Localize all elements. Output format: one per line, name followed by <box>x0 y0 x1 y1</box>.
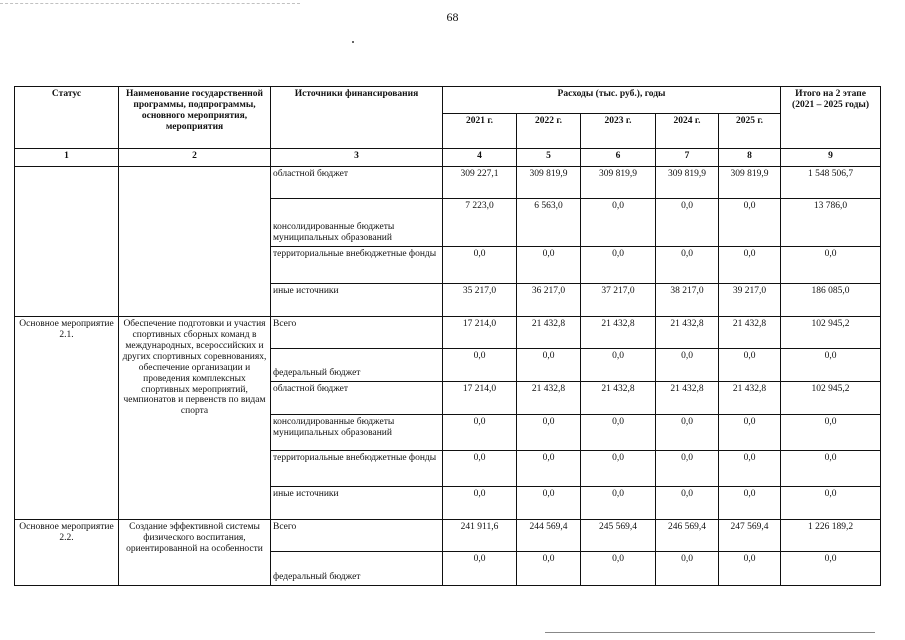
scan-artifact-top <box>0 0 300 4</box>
value-cell: 0,0 <box>443 247 517 284</box>
source-label: территориальные внебюджетные фонды <box>271 247 443 284</box>
header-name: Наименование государственной программы, подпрограммы, основного мероприятия, мероприятия <box>119 87 271 149</box>
value-cell: 13 786,0 <box>781 199 881 247</box>
value-cell: 0,0 <box>656 415 719 451</box>
header-total-line2: (2021 – 2025 годы) <box>792 99 870 110</box>
value-cell: 17 214,0 <box>443 317 517 349</box>
value-cell: 0,0 <box>656 487 719 520</box>
column-number: 2 <box>119 149 271 167</box>
value-cell: 0,0 <box>719 247 781 284</box>
source-label: консолидированные бюджеты муниципальных образований <box>271 415 443 451</box>
value-cell: 0,0 <box>656 199 719 247</box>
value-cell: 0,0 <box>719 552 781 586</box>
value-cell: 0,0 <box>581 247 656 284</box>
column-number-row <box>15 149 881 167</box>
value-cell: 309 819,9 <box>656 167 719 199</box>
source-label: консолидированные бюджеты муниципальных образований <box>271 199 443 247</box>
value-cell: 21 432,8 <box>719 382 781 415</box>
value-cell: 7 223,0 <box>443 199 517 247</box>
value-cell: 0,0 <box>443 552 517 586</box>
header-status: Статус <box>15 87 119 149</box>
source-label: иные источники <box>271 487 443 520</box>
value-cell: 0,0 <box>581 552 656 586</box>
value-cell: 1 226 189,2 <box>781 520 881 552</box>
header-total-line1: Итого на 2 этапе <box>795 89 866 99</box>
value-cell: 0,0 <box>517 552 581 586</box>
scan-dot <box>352 41 354 43</box>
value-cell: 0,0 <box>719 199 781 247</box>
activity-name: Обеспечение подготовки и участия спортивных сборных команд в международных, всероссийских и других спортивных соревнованиях, обеспечение организации и проведения комплексных спортивных мероприятий, чемпионатов и первенств по видам спорта <box>119 317 271 520</box>
value-cell: 102 945,2 <box>781 317 881 349</box>
value-cell: 21 432,8 <box>656 317 719 349</box>
header-year: 2021 г. <box>443 114 517 149</box>
source-label: областной бюджет <box>271 382 443 415</box>
value-cell: 35 217,0 <box>443 284 517 317</box>
value-cell: 0,0 <box>443 451 517 487</box>
value-cell: 6 563,0 <box>517 199 581 247</box>
value-cell: 0,0 <box>656 451 719 487</box>
column-number: 5 <box>517 149 581 167</box>
source-label: иные источники <box>271 284 443 317</box>
value-cell: 309 819,9 <box>517 167 581 199</box>
value-cell: 0,0 <box>581 415 656 451</box>
value-cell: 0,0 <box>781 349 881 382</box>
value-cell: 309 819,9 <box>719 167 781 199</box>
value-cell: 0,0 <box>719 451 781 487</box>
column-number: 3 <box>271 149 443 167</box>
value-cell: 0,0 <box>443 349 517 382</box>
table-row <box>15 317 881 349</box>
table-row <box>15 167 881 199</box>
value-cell: 0,0 <box>443 415 517 451</box>
value-cell: 0,0 <box>581 199 656 247</box>
scan-artifact-bottom <box>545 632 875 633</box>
value-cell: 0,0 <box>443 487 517 520</box>
header-expenses: Расходы (тыс. руб.), годы <box>443 87 781 114</box>
value-cell: 0,0 <box>781 552 881 586</box>
value-cell: 0,0 <box>656 247 719 284</box>
value-cell: 0,0 <box>719 415 781 451</box>
value-cell: 21 432,8 <box>517 382 581 415</box>
header-total <box>781 87 881 149</box>
value-cell: 0,0 <box>581 451 656 487</box>
page-number: 68 <box>446 10 459 24</box>
value-cell: 186 085,0 <box>781 284 881 317</box>
value-cell: 0,0 <box>656 552 719 586</box>
value-cell: 0,0 <box>719 487 781 520</box>
header-sources: Источники финансирования <box>271 87 443 149</box>
value-cell: 244 569,4 <box>517 520 581 552</box>
value-cell: 247 569,4 <box>719 520 781 552</box>
source-label: территориальные внебюджетные фонды <box>271 451 443 487</box>
column-number: 8 <box>719 149 781 167</box>
value-cell: 0,0 <box>517 349 581 382</box>
column-number: 6 <box>581 149 656 167</box>
header-year: 2025 г. <box>719 114 781 149</box>
activity-status: Основное мероприятие 2.1. <box>15 317 119 520</box>
value-cell: 245 569,4 <box>581 520 656 552</box>
source-label: областной бюджет <box>271 167 443 199</box>
value-cell: 241 911,6 <box>443 520 517 552</box>
value-cell: 17 214,0 <box>443 382 517 415</box>
value-cell: 0,0 <box>517 451 581 487</box>
source-label: Всего <box>271 317 443 349</box>
source-label: Всего <box>271 520 443 552</box>
value-cell: 21 432,8 <box>581 317 656 349</box>
value-cell: 0,0 <box>781 247 881 284</box>
value-cell: 21 432,8 <box>581 382 656 415</box>
value-cell: 0,0 <box>581 349 656 382</box>
column-number: 4 <box>443 149 517 167</box>
value-cell: 102 945,2 <box>781 382 881 415</box>
value-cell: 309 227,1 <box>443 167 517 199</box>
source-label: федеральный бюджет <box>271 552 443 586</box>
activity-status: Основное мероприятие 2.2. <box>15 520 119 586</box>
value-cell: 0,0 <box>781 415 881 451</box>
value-cell: 0,0 <box>517 487 581 520</box>
empty-name-cell <box>119 167 271 317</box>
header-year: 2022 г. <box>517 114 581 149</box>
column-number: 9 <box>781 149 881 167</box>
value-cell: 0,0 <box>517 247 581 284</box>
table-row <box>15 520 881 552</box>
value-cell: 0,0 <box>781 487 881 520</box>
column-number: 7 <box>656 149 719 167</box>
value-cell: 0,0 <box>581 487 656 520</box>
value-cell: 0,0 <box>781 451 881 487</box>
source-label: федеральный бюджет <box>271 349 443 382</box>
budget-table <box>14 86 881 586</box>
value-cell: 0,0 <box>656 349 719 382</box>
activity-name: Создание эффективной системы физического воспитания, ориентированной на особенности <box>119 520 271 586</box>
value-cell: 21 432,8 <box>656 382 719 415</box>
value-cell: 309 819,9 <box>581 167 656 199</box>
value-cell: 37 217,0 <box>581 284 656 317</box>
column-number: 1 <box>15 149 119 167</box>
header-year: 2023 г. <box>581 114 656 149</box>
value-cell: 36 217,0 <box>517 284 581 317</box>
value-cell: 38 217,0 <box>656 284 719 317</box>
value-cell: 0,0 <box>517 415 581 451</box>
empty-status-cell <box>15 167 119 317</box>
value-cell: 1 548 506,7 <box>781 167 881 199</box>
value-cell: 0,0 <box>719 349 781 382</box>
value-cell: 21 432,8 <box>719 317 781 349</box>
value-cell: 21 432,8 <box>517 317 581 349</box>
header-year: 2024 г. <box>656 114 719 149</box>
value-cell: 246 569,4 <box>656 520 719 552</box>
value-cell: 39 217,0 <box>719 284 781 317</box>
